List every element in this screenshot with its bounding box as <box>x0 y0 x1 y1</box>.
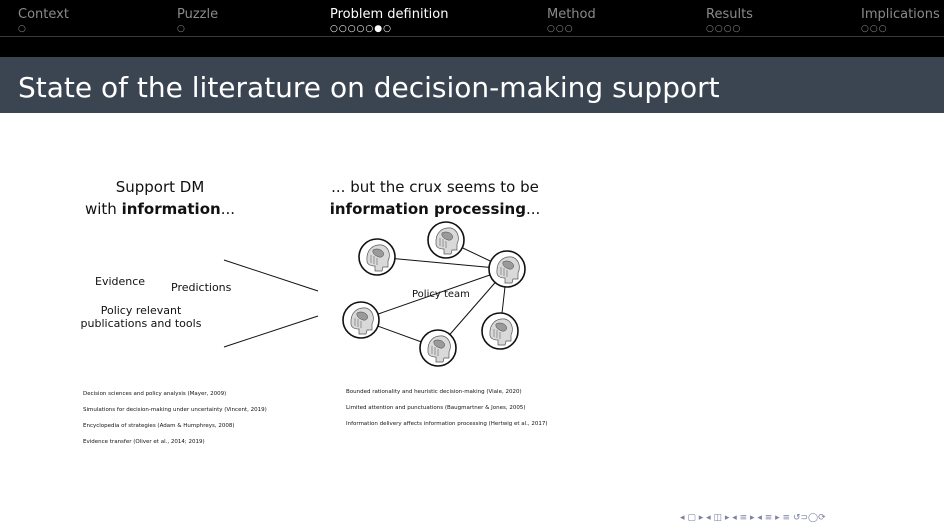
label-predictions: Predictions <box>171 281 232 294</box>
left-heading-line2: with information... <box>84 200 235 218</box>
nav-section-method[interactable]: Method <box>547 7 596 22</box>
connector-line-upper <box>224 260 318 291</box>
nav-dots-results[interactable]: ○○○○ <box>706 24 742 34</box>
nav-dots-context[interactable]: ○ <box>18 24 27 34</box>
left-reference: Encyclopedia of strategies (Adam & Humphreys, 2008) <box>83 423 235 429</box>
nav-section-problem-definition[interactable]: Problem definition <box>330 7 449 22</box>
left-reference: Decision sciences and policy analysis (Mayer, 2009) <box>83 391 227 397</box>
nav-section-puzzle[interactable]: Puzzle <box>177 7 219 22</box>
team-member-head-icon <box>482 313 518 349</box>
connector-line-lower <box>224 316 318 347</box>
team-edge <box>377 257 507 269</box>
nav-section-implications[interactable]: Implications <box>861 7 940 22</box>
team-member-head-icon <box>428 222 464 258</box>
left-reference: Simulations for decision-making under uncertainty (Vincent, 2019) <box>83 407 267 413</box>
beamer-navigation-controls[interactable]: ◂ ▢ ▸ ◂ ◫ ▸ ◂ ≡ ▸ ◂ ≡ ▸ ≡ ↺⊃◯⟳ <box>680 513 826 523</box>
team-member-head-icon <box>359 239 395 275</box>
right-reference: Information delivery affects information processing (Hertwig et al., 2017) <box>346 421 548 427</box>
right-heading-line1: ... but the crux seems to be <box>331 178 539 196</box>
team-member-head-icon <box>343 302 379 338</box>
left-reference: Evidence transfer (Oliver et al., 2014; 2019) <box>83 439 205 445</box>
left-heading-line1: Support DM <box>115 178 205 196</box>
nav-dots-method[interactable]: ○○○ <box>547 24 574 34</box>
right-heading-line2: information processing... <box>329 200 541 218</box>
nav-section-context[interactable]: Context <box>18 7 69 22</box>
team-member-head-icon <box>420 330 456 366</box>
policy-team-label: Policy team <box>412 289 470 300</box>
label-policy-relevant: Policy relevant publications and tools <box>80 304 202 330</box>
nav-dots-puzzle[interactable]: ○ <box>177 24 186 34</box>
right-reference: Bounded rationality and heuristic decision-making (Viale, 2020) <box>346 389 522 395</box>
slide-title: State of the literature on decision-making support <box>18 71 720 104</box>
right-reference: Limited attention and punctuations (Baugmartner & Jones, 2005) <box>346 405 526 411</box>
nav-section-results[interactable]: Results <box>706 7 753 22</box>
nav-dots-implications[interactable]: ○○○ <box>861 24 888 34</box>
team-member-head-icon <box>489 251 525 287</box>
nav-dots-problem-definition[interactable]: ○○○○○●○ <box>330 24 392 34</box>
label-evidence: Evidence <box>95 275 146 288</box>
